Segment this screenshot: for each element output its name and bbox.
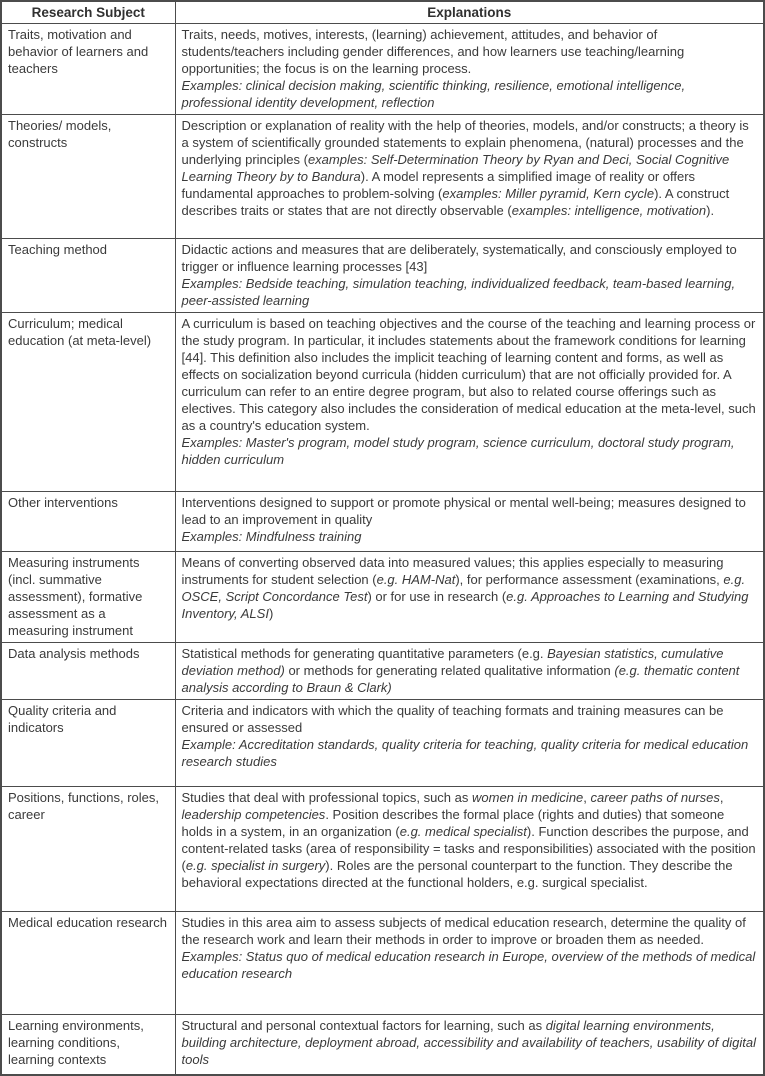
- explanation-text: [182, 702, 759, 770]
- text-segment: Studies in this area aim to assess subjects of medical education research, determine the quality of the research work and learn their methods in order to improve or broaden them as needed.: [181, 915, 750, 947]
- subject-cell: Data analysis methods: [1, 643, 175, 700]
- table-row: [1, 115, 764, 239]
- italic-text-segment: Examples: Master's program, model study program, science curriculum, doctoral study program, hidden curriculum: [181, 435, 735, 467]
- subject-cell: Positions, functions, roles, career: [1, 787, 175, 912]
- italic-text-segment: digital learning environments, building architecture, deployment abroad, accessibility and availability of teachers, usability of digital tools: [181, 1018, 760, 1067]
- explanation-cell: [175, 115, 764, 239]
- text-segment: ,: [719, 790, 728, 805]
- subject-cell: Curriculum; medical education (at meta-level): [1, 313, 175, 492]
- text-segment: . Position describes the formal place (rights and duties) that someone holds in a system, in an organization (: [181, 807, 728, 839]
- italic-text-segment: e.g. HAM-Nat: [376, 572, 456, 587]
- text-segment: Criteria and indicators with which the quality of teaching formats and training measures can be ensured or assessed: [181, 703, 728, 735]
- text-segment: Description or explanation of reality with the help of theories, models, and/or constructs; a theory is a system of scientifically grounded statements to explain phenomena, (natural) processes and the underlying principles (: [181, 118, 753, 167]
- explanation-cell: [175, 552, 764, 643]
- explanation-cell: [175, 700, 764, 787]
- column-header-research-subject: Research Subject: [1, 1, 175, 24]
- subject-cell: Medical education research: [1, 912, 175, 1015]
- explanation-text: [182, 117, 759, 219]
- explanation-cell: [175, 787, 764, 912]
- column-header-explanations: Explanations: [175, 1, 764, 24]
- table-row: [1, 24, 764, 115]
- explanation-cell: [175, 24, 764, 115]
- italic-text-segment: Examples: Status quo of medical education research in Europe, overview of the methods of medical education research: [181, 949, 756, 981]
- subject-cell: Quality criteria and indicators: [1, 700, 175, 787]
- explanation-cell: [175, 313, 764, 492]
- text-segment: ), for performance assessment (examinations,: [455, 572, 724, 587]
- explanation-text: [182, 1017, 759, 1068]
- subject-cell: Theories/ models, constructs: [1, 115, 175, 239]
- text-segment: Interventions designed to support or promote physical or mental well-being; measures designed to lead to an improvement in quality: [181, 495, 750, 527]
- subject-cell: Measuring instruments (incl. summative assessment), formative assessment as a measuring instrument: [1, 552, 175, 643]
- text-segment: ). A model represents a simplified image of reality or offers fundamental approaches to problem-solving (: [181, 169, 699, 201]
- italic-text-segment: e.g. specialist in surgery: [185, 858, 326, 873]
- table-row: [1, 1015, 764, 1075]
- text-segment: ) or for use in research (: [367, 589, 507, 604]
- table-body: [1, 24, 764, 1075]
- italic-text-segment: Examples: Mindfulness training: [181, 529, 362, 544]
- text-segment: ). Roles are the personal counterpart to the function. They describe the behavioral expectations directed at the functional holders, e.g. surgical specialist.: [181, 858, 737, 890]
- explanation-text: [182, 789, 759, 891]
- table-row: [1, 700, 764, 787]
- explanation-cell: [175, 643, 764, 700]
- explanation-text: [182, 26, 759, 111]
- text-segment: or methods for generating related qualitative information: [284, 663, 615, 678]
- text-segment: ). Function describes the purpose, and content-related tasks (area of responsibility = tasks and responsibilities) associated with the position (: [181, 824, 760, 873]
- italic-text-segment: Bayesian statistics, cumulative deviation method): [181, 646, 728, 678]
- text-segment: ).: [706, 203, 715, 218]
- text-segment: ,: [583, 790, 591, 805]
- text-segment: Structural and personal contextual factors for learning, such as: [181, 1018, 546, 1033]
- text-segment: Didactic actions and measures that are deliberately, systematically, and consciously employed to trigger or influence learning processes [43]: [181, 242, 741, 274]
- text-segment: A curriculum is based on teaching objectives and the course of the teaching and learning process or the study program. In particular, it includes statements about the framework conditions for learning [44]. This definition also includes the implicit teaching of learning content and forms, as well as effects on socialization beyond curricula (hidden curriculum) that are not officially provided for. A curriculum can refer to an entire degree program, but also to related course offerings such as electives. This category also includes the consideration of medical education at the meta-level, such as a country's education system.: [181, 316, 760, 433]
- explanation-cell: [175, 239, 764, 313]
- explanation-text: [182, 554, 759, 622]
- subject-cell: Teaching method: [1, 239, 175, 313]
- italic-text-segment: Examples: clinical decision making, scientific thinking, resilience, emotional intelligence, professional identity development, reflection: [181, 78, 686, 110]
- italic-text-segment: Examples: Bedside teaching, simulation teaching, individualized feedback, team-based learning, peer-assisted learning: [181, 276, 736, 308]
- explanation-text: [182, 914, 759, 982]
- italic-text-segment: examples: Miller pyramid, Kern cycle: [442, 186, 655, 201]
- subject-cell: Other interventions: [1, 492, 175, 552]
- subject-cell: Learning environments, learning conditions, learning contexts: [1, 1015, 175, 1075]
- italic-text-segment: e.g. medical specialist: [399, 824, 527, 839]
- text-segment: Traits, needs, motives, interests, (learning) achievement, attitudes, and behavior of students/teachers including gender differences, and how learners use teaching/learning opportunities; the focus is on the learning process.: [181, 27, 688, 76]
- italic-text-segment: career paths of nurses: [590, 790, 720, 805]
- table-row: [1, 552, 764, 643]
- subject-cell: Traits, motivation and behavior of learners and teachers: [1, 24, 175, 115]
- header-row: [1, 1, 764, 24]
- italic-text-segment: examples: Self-Determination Theory by Ryan and Deci, Social Cognitive Learning Theory by to Bandura: [181, 152, 733, 184]
- text-segment: Studies that deal with professional topics, such as: [181, 790, 472, 805]
- italic-text-segment: leadership competencies: [181, 807, 326, 822]
- explanation-text: [182, 241, 759, 309]
- italic-text-segment: women in medicine: [472, 790, 584, 805]
- italic-text-segment: Example: Accreditation standards, quality criteria for teaching, quality criteria for medical education research studies: [181, 737, 749, 769]
- table-row: [1, 492, 764, 552]
- italic-text-segment: e.g. Approaches to Learning and Studying Inventory, ALSI: [181, 589, 753, 621]
- italic-text-segment: e.g. OSCE, Script Concordance Test: [181, 572, 749, 604]
- explanation-text: [182, 645, 759, 696]
- table-row: [1, 912, 764, 1015]
- table-row: [1, 643, 764, 700]
- table-row: [1, 787, 764, 912]
- table-header: [1, 1, 764, 24]
- explanation-cell: [175, 912, 764, 1015]
- table-row: [1, 239, 764, 313]
- explanation-cell: [175, 1015, 764, 1075]
- table-row: [1, 313, 764, 492]
- text-segment: Means of converting observed data into measured values; this applies especially to measuring instruments for student selection (: [181, 555, 728, 587]
- italic-text-segment: examples: intelligence, motivation: [511, 203, 707, 218]
- explanation-text: [182, 494, 759, 545]
- italic-text-segment: (e.g. thematic content analysis according to Braun & Clark): [181, 663, 744, 695]
- text-segment: ). A construct describes traits or states that are not directly observable (: [181, 186, 733, 218]
- text-segment: Statistical methods for generating quantitative parameters (e.g.: [181, 646, 548, 661]
- text-segment: ): [268, 606, 274, 621]
- explanation-cell: [175, 492, 764, 552]
- explanation-text: [182, 315, 759, 468]
